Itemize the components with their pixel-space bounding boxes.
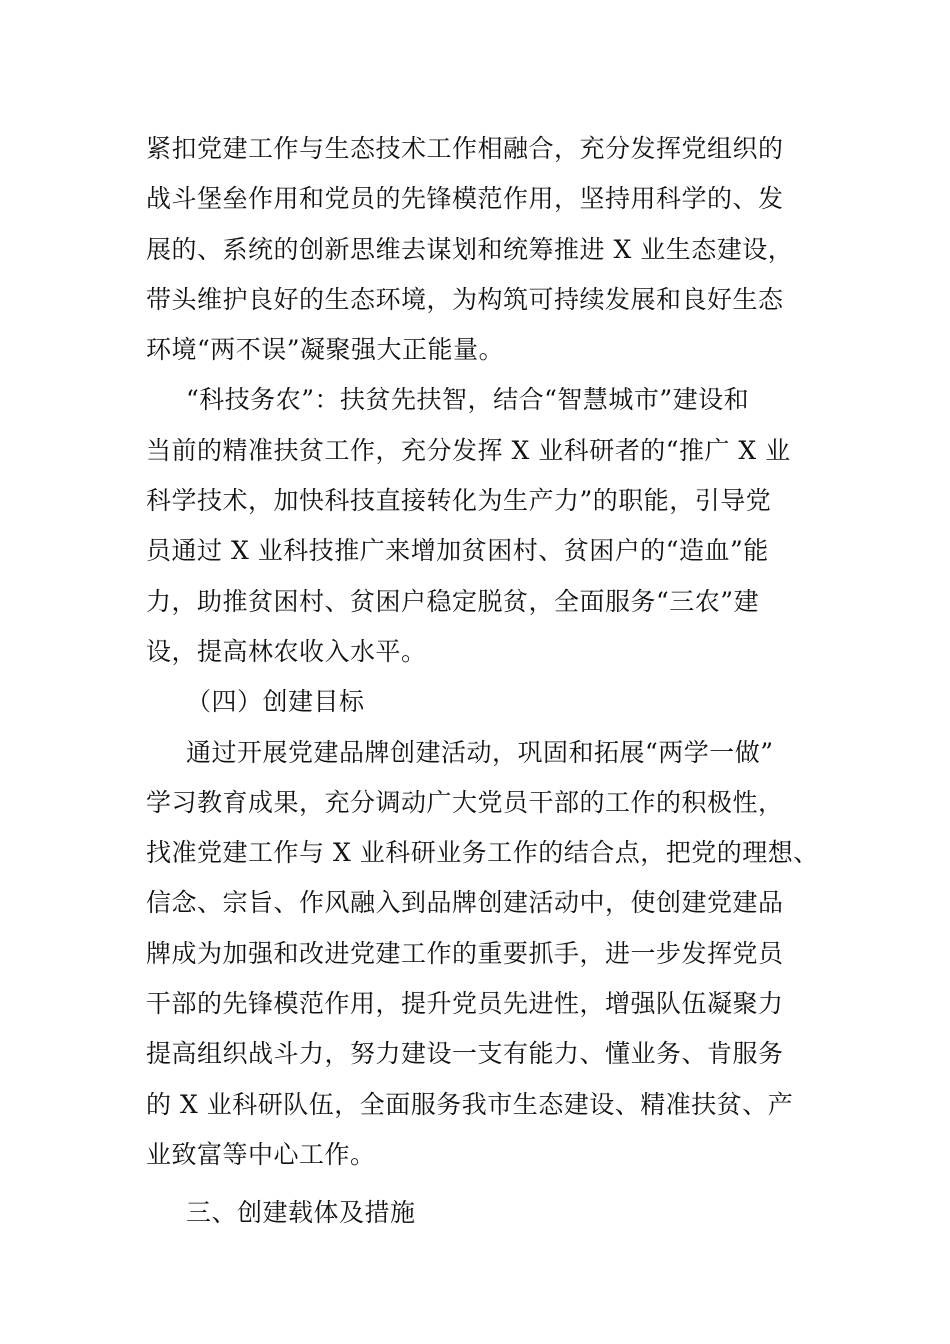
paragraph-line: 业致富等中心工作。: [146, 1139, 376, 1169]
paragraph-line: 找准党建工作与 X 业科研业务工作的结合点，把党的理想、: [146, 838, 819, 868]
paragraph-line: 环境“两不误”凝聚强大正能量。: [146, 335, 505, 365]
paragraph-line: 信念、宗旨、作风融入到品牌创建活动中，使创建党建品: [146, 888, 784, 918]
section-heading: （四）创建目标: [186, 687, 365, 717]
section-heading: 三、创建载体及措施: [186, 1198, 416, 1228]
paragraph-line: 的 X 业科研队伍，全面服务我市生态建设、精准扶贫、产: [146, 1089, 794, 1119]
paragraph-line: 提高组织战斗力，努力建设一支有能力、懂业务、肯服务: [146, 1039, 784, 1069]
paragraph-line: 设，提高林农收入水平。: [146, 636, 427, 666]
paragraph-line: 当前的精准扶贫工作，充分发挥 X 业科研者的“推广 X 业: [146, 435, 791, 465]
paragraph-line: 科学技术，加快科技直接转化为生产力”的职能，引导党: [146, 486, 772, 516]
paragraph-line: 干部的先锋模范作用，提升党员先进性，增强队伍凝聚力: [146, 989, 784, 1019]
document-body: [146, 124, 819, 1239]
paragraph-line: 通过开展党建品牌创建活动，巩固和拓展“两学一做”: [186, 737, 774, 767]
spacer: [146, 1180, 816, 1188]
paragraph-line: 紧扣党建工作与生态技术工作相融合，充分发挥党组织的: [146, 134, 784, 163]
paragraph-line: 力，助推贫困村、贫困户稳定脱贫，全面服务“三农”建: [146, 586, 760, 616]
paragraph-line: 员通过 X 业科技推广来增加贫困村、贫困户的“造血”能: [146, 536, 769, 566]
paragraph-line: 展的、系统的创新思维去谋划和统筹推进 X 业生态建设，: [146, 234, 794, 264]
paragraph-line: 带头维护良好的生态环境，为构筑可持续发展和良好生态: [146, 284, 784, 314]
paragraph-line: 学习教育成果，充分调动广大党员干部的工作的积极性，: [146, 787, 784, 817]
paragraph-line: 牌成为加强和改进党建工作的重要抓手，进一步发挥党员: [146, 938, 784, 968]
paragraph-line: “科技务农”：扶贫先扶智，结合“智慧城市”建设和: [186, 385, 750, 415]
paragraph-line: 战斗堡垒作用和党员的先锋模范作用，坚持用科学的、发: [146, 184, 784, 214]
